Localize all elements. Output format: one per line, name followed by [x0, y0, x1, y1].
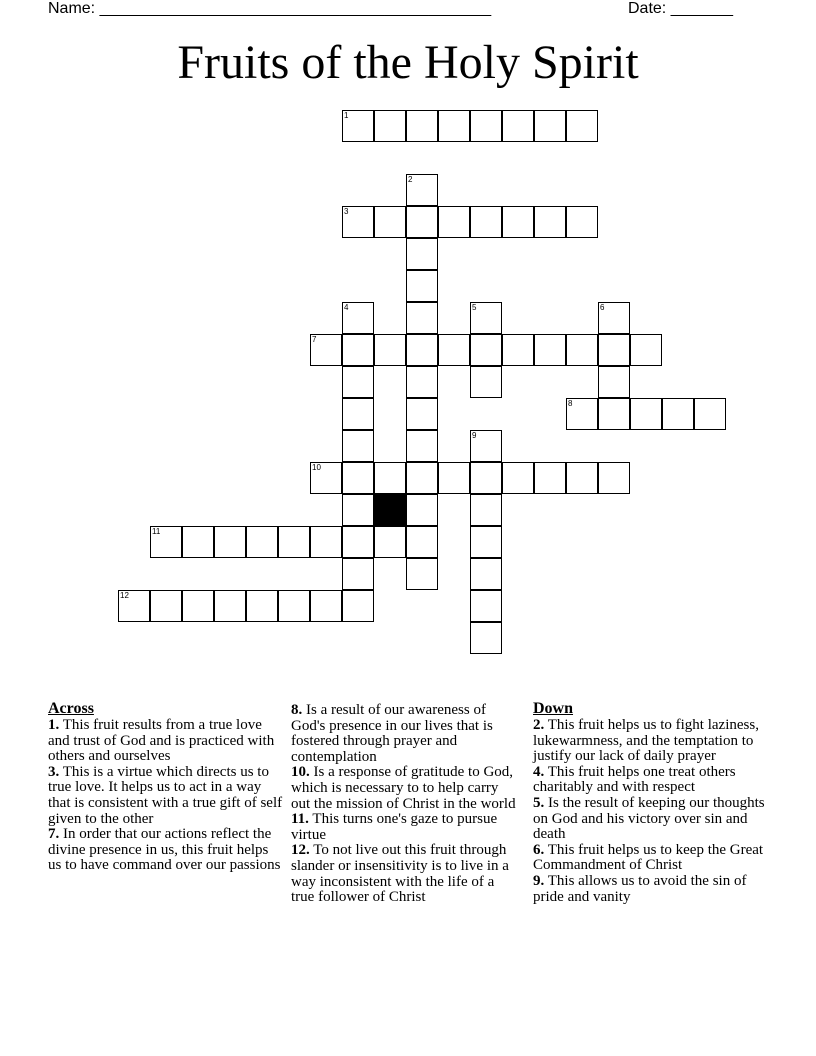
crossword-cell[interactable]: [438, 334, 470, 366]
crossword-cell[interactable]: [534, 206, 566, 238]
crossword-cell[interactable]: [694, 398, 726, 430]
clue-text: This is a virtue which directs us to true love. It helps us to act in a way that is consistent with a true gift of self given to the other: [48, 763, 283, 827]
crossword-cell[interactable]: [310, 462, 342, 494]
clue-item: [533, 765, 765, 796]
crossword-cell[interactable]: [406, 558, 438, 590]
name-field-label: Name: ____________________________________________: [48, 0, 492, 17]
crossword-cell[interactable]: [374, 206, 406, 238]
crossword-cell[interactable]: [470, 526, 502, 558]
crossword-cell[interactable]: [374, 110, 406, 142]
clue-item: [291, 843, 519, 905]
clue-item: [291, 703, 519, 765]
down-clues-column: [533, 700, 765, 905]
crossword-cell[interactable]: [214, 590, 246, 622]
crossword-cell[interactable]: [406, 462, 438, 494]
crossword-cell[interactable]: [566, 398, 598, 430]
crossword-cell[interactable]: [310, 334, 342, 366]
crossword-cell[interactable]: [438, 110, 470, 142]
crossword-cell[interactable]: [342, 494, 374, 526]
crossword-cell[interactable]: [470, 590, 502, 622]
crossword-cell[interactable]: [662, 398, 694, 430]
crossword-cell[interactable]: [342, 302, 374, 334]
crossword-cell[interactable]: [342, 398, 374, 430]
clue-text: Is a result of our awareness of God's presence in our lives that is fostered through prayer and contemplation: [291, 702, 493, 765]
crossword-cell[interactable]: [374, 462, 406, 494]
clue-number: 7.: [48, 826, 60, 843]
clue-text: This fruit helps us to fight laziness, lukewarmness, and the temptation to justify our lack of daily prayer: [533, 717, 759, 765]
crossword-cell[interactable]: [470, 430, 502, 462]
crossword-cell[interactable]: [374, 526, 406, 558]
crossword-cell[interactable]: [470, 366, 502, 398]
crossword-cell[interactable]: [342, 526, 374, 558]
crossword-cell[interactable]: [470, 334, 502, 366]
crossword-cell[interactable]: [374, 334, 406, 366]
clue-text: This fruit helps one treat others charitably and with respect: [533, 763, 736, 796]
crossword-cell[interactable]: [502, 110, 534, 142]
clue-number-label: 4: [344, 303, 349, 312]
clue-text: Is the result of keeping our thoughts on God and his victory over sin and death: [533, 794, 765, 843]
clue-item: [48, 718, 284, 765]
page-title: Fruits of the Holy Spirit: [177, 36, 639, 89]
clue-number-label: 12: [120, 591, 129, 600]
crossword-cell[interactable]: [438, 462, 470, 494]
crossword-cell[interactable]: [470, 558, 502, 590]
clue-number-label: 5: [472, 303, 477, 312]
crossword-cell[interactable]: [118, 590, 150, 622]
clue-number-label: 10: [312, 463, 321, 472]
crossword-cell[interactable]: [406, 334, 438, 366]
crossword-cell[interactable]: [470, 110, 502, 142]
crossword-cell[interactable]: [470, 462, 502, 494]
crossword-cell[interactable]: [470, 494, 502, 526]
down-clue-list: [533, 718, 765, 905]
clue-item: [48, 827, 284, 874]
crossword-cell[interactable]: [598, 462, 630, 494]
crossword-cell[interactable]: [406, 206, 438, 238]
crossword-cell[interactable]: [406, 398, 438, 430]
crossword-cell[interactable]: [470, 206, 502, 238]
across-heading: Across: [48, 700, 94, 717]
clue-item: [533, 796, 765, 843]
clue-number-label: 1: [344, 111, 349, 120]
crossword-cell[interactable]: [310, 590, 342, 622]
crossword-block-cell: [374, 494, 406, 526]
across-clues-column: [48, 700, 284, 874]
across-clue-list: [48, 718, 284, 874]
crossword-cell[interactable]: [150, 526, 182, 558]
crossword-cell[interactable]: [406, 270, 438, 302]
crossword-cell[interactable]: [598, 302, 630, 334]
crossword-cell[interactable]: [342, 206, 374, 238]
crossword-cell[interactable]: [406, 238, 438, 270]
clue-number: 10.: [291, 764, 310, 781]
crossword-cell[interactable]: [342, 590, 374, 622]
crossword-cell[interactable]: [342, 462, 374, 494]
crossword-cell[interactable]: [342, 366, 374, 398]
clue-text: This allows us to avoid the sin of pride and vanity: [533, 872, 747, 905]
crossword-cell[interactable]: [406, 302, 438, 334]
crossword-cell[interactable]: [438, 206, 470, 238]
crossword-cell[interactable]: [278, 590, 310, 622]
crossword-cell[interactable]: [630, 334, 662, 366]
crossword-cell[interactable]: [566, 462, 598, 494]
clue-text: Is a response of gratitude to God, which is necessary to to help carry out the mission of Christ in the world: [291, 764, 516, 812]
crossword-cell[interactable]: [502, 206, 534, 238]
clue-number-label: 8: [568, 399, 573, 408]
clue-number-label: 9: [472, 431, 477, 440]
crossword-cell[interactable]: [566, 110, 598, 142]
clue-number: 12.: [291, 842, 310, 859]
clue-text: This fruit results from a true love and trust of God and is practiced with others and ourselves: [48, 717, 275, 765]
clue-number-label: 11: [152, 527, 161, 536]
crossword-cell[interactable]: [214, 526, 246, 558]
crossword-cell[interactable]: [342, 558, 374, 590]
crossword-cell[interactable]: [406, 110, 438, 142]
crossword-cell[interactable]: [598, 398, 630, 430]
crossword-cell[interactable]: [182, 526, 214, 558]
crossword-cell[interactable]: [342, 430, 374, 462]
crossword-cell[interactable]: [150, 590, 182, 622]
clue-text: This fruit helps us to keep the Great Commandment of Christ: [533, 841, 764, 874]
clue-item: [533, 843, 765, 874]
date-field-label: Date: _______: [628, 0, 733, 17]
crossword-cell[interactable]: [278, 526, 310, 558]
clue-number: 6.: [533, 841, 545, 858]
clue-number-label: 6: [600, 303, 605, 312]
crossword-cell[interactable]: [406, 430, 438, 462]
clue-number-label: 2: [408, 175, 413, 184]
crossword-cell[interactable]: [470, 302, 502, 334]
clue-item: [533, 718, 765, 765]
crossword-cell[interactable]: [246, 526, 278, 558]
clue-text: In order that our actions reflect the divine presence in us, this fruit helps us to have command over our passions: [48, 826, 281, 874]
clue-item: [291, 765, 519, 812]
clue-item: [533, 874, 765, 905]
crossword-cell[interactable]: [406, 366, 438, 398]
clue-item: [48, 765, 284, 827]
crossword-cell[interactable]: [598, 366, 630, 398]
down-heading: Down: [533, 700, 574, 717]
crossword-cell[interactable]: [406, 494, 438, 526]
clue-number-label: 7: [312, 335, 317, 344]
crossword-cell[interactable]: [406, 174, 438, 206]
crossword-cell[interactable]: [310, 526, 342, 558]
clue-number: 4.: [533, 763, 545, 780]
crossword-cell[interactable]: [182, 590, 214, 622]
across-clues-continued-column: [291, 703, 519, 906]
clue-number: 5.: [533, 794, 545, 811]
crossword-cell[interactable]: [534, 334, 566, 366]
clue-text: This turns one's gaze to pursue virtue: [291, 811, 498, 843]
across-continued-clue-list: [291, 703, 519, 906]
clue-number: 3.: [48, 763, 60, 780]
clue-number-label: 3: [344, 207, 349, 216]
crossword-cell[interactable]: [470, 622, 502, 654]
crossword-cell[interactable]: [342, 334, 374, 366]
crossword-cell[interactable]: [534, 462, 566, 494]
crossword-cell[interactable]: [246, 590, 278, 622]
crossword-cell[interactable]: [342, 110, 374, 142]
crossword-cell[interactable]: [502, 334, 534, 366]
clue-text: To not live out this fruit through slander or insensitivity is to live in a way inconsistent with the life of a true follower of Christ: [291, 842, 509, 906]
clue-item: [291, 812, 519, 843]
clue-number: 8.: [291, 702, 303, 718]
clue-number: 9.: [533, 872, 545, 889]
crossword-cell[interactable]: [406, 526, 438, 558]
crossword-cell[interactable]: [566, 334, 598, 366]
crossword-cell[interactable]: [598, 334, 630, 366]
clue-number: 2.: [533, 717, 545, 733]
crossword-cell[interactable]: [630, 398, 662, 430]
crossword-cell[interactable]: [566, 206, 598, 238]
crossword-cell[interactable]: [534, 110, 566, 142]
clue-number: 11.: [291, 811, 309, 828]
crossword-cell[interactable]: [502, 462, 534, 494]
clue-number: 1.: [48, 717, 60, 733]
